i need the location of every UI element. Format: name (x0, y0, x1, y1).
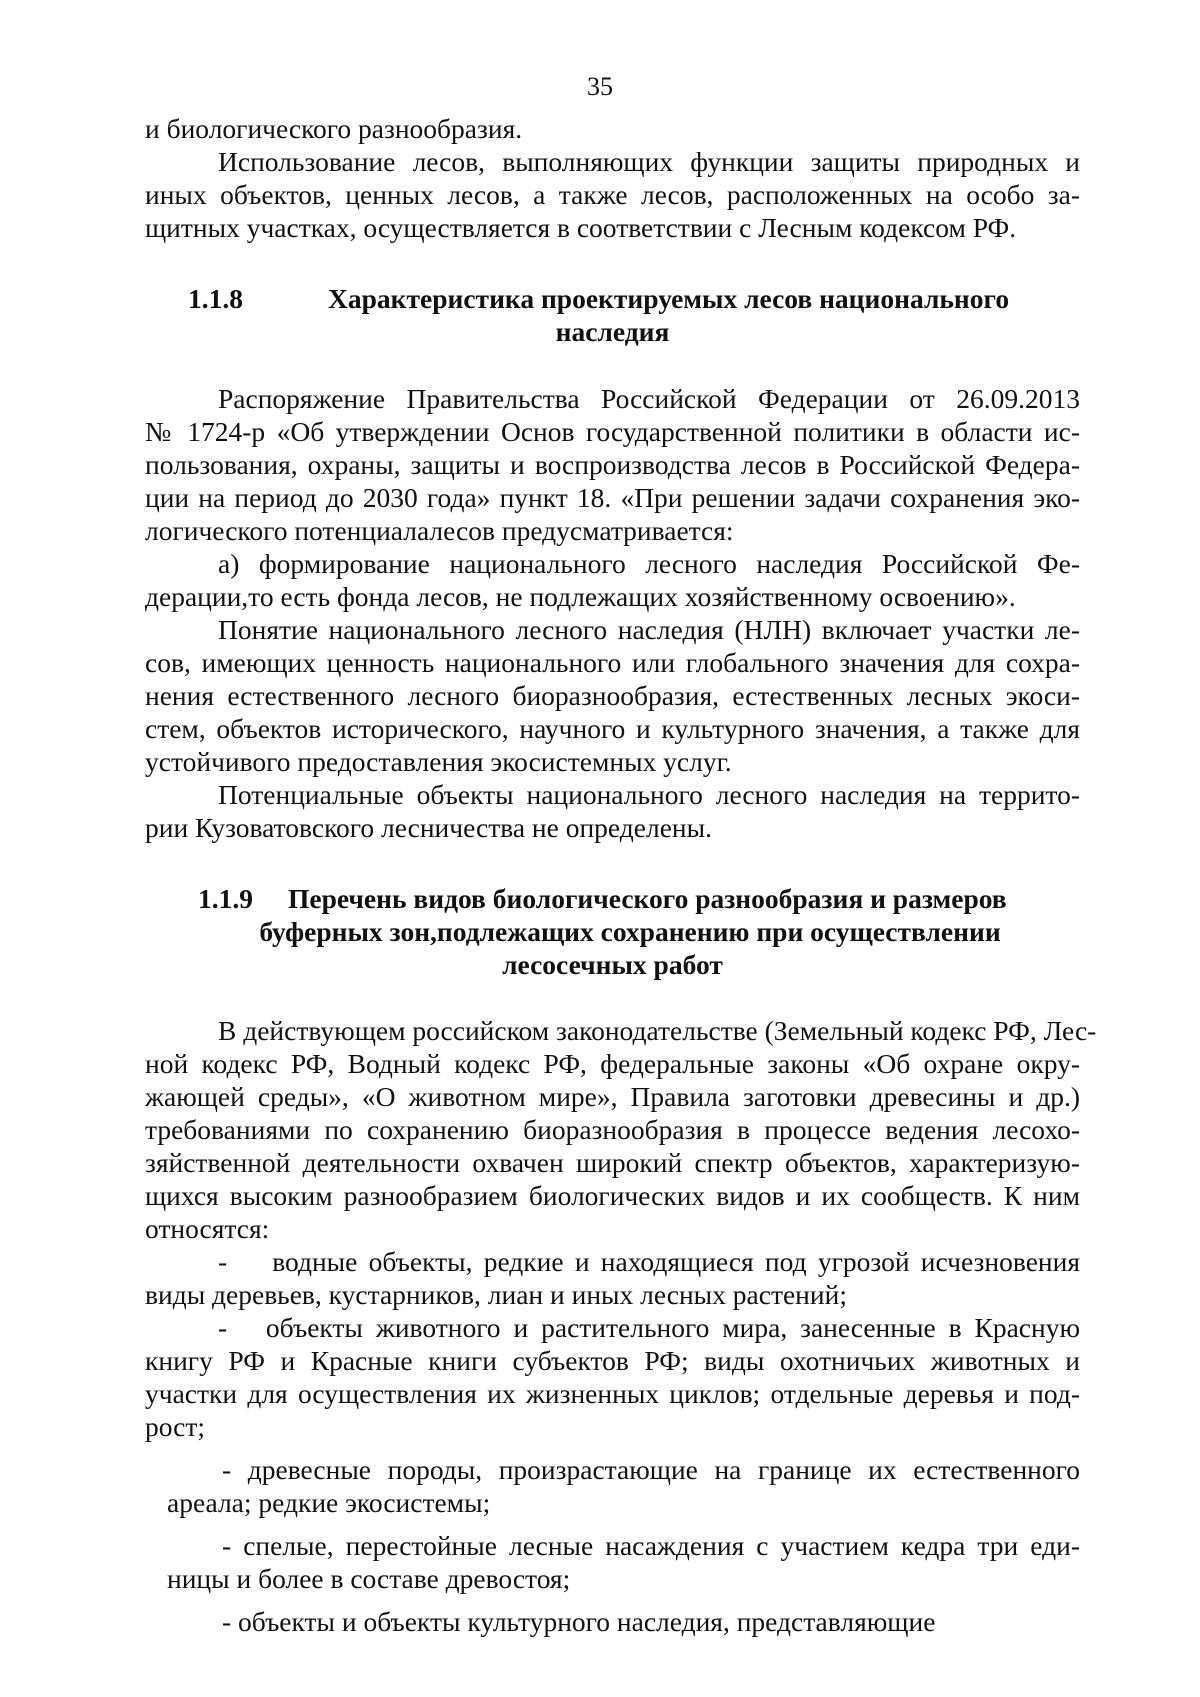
text-line: нения естественного лесного биоразнообразия, естественных лесных экоси- (145, 680, 1080, 711)
text-line: книгу РФ и Красные книги субъектов РФ; виды охотничьих животных и (145, 1345, 1080, 1376)
text-line: зяйственной деятельности охвачен широкий спектр объектов, характеризую- (145, 1147, 1080, 1178)
list-item: - объекты и объекты культурного наследия, представляющие (222, 1606, 936, 1637)
text-line: ции на период до 2030 года» пункт 18. «При решении задачи сохранения эко- (145, 482, 1080, 513)
list-item: - водные объекты, редкие и находящиеся под угрозой исчезновения (218, 1246, 1080, 1277)
list-item: - спелые, перестойные лесные насаждения с участием кедра три еди- (222, 1530, 1080, 1561)
section-number: 1.1.9 (198, 883, 253, 914)
text-line: устойчивого предоставления экосистемных услуг. (145, 746, 732, 777)
text-line: сов, имеющих ценность национального или глобального значения для сохра- (145, 647, 1080, 678)
text-line: логического потенциалалесов предусматривается: (145, 515, 734, 546)
text-line: пользования, охраны, защиты и воспроизводства лесов в Российской Федера- (145, 449, 1080, 480)
text-line: рии Кузоватовского лесничества не определены. (145, 812, 712, 843)
section-title: Характеристика проектируемых лесов национального (328, 283, 1010, 314)
text-line: жающей среды», «О животном мире», Правила заготовки древесины и др.) (145, 1081, 1080, 1112)
text-line: Использование лесов, выполняющих функции защиты природных и (218, 146, 1080, 177)
text-line: относятся: (145, 1213, 270, 1244)
section-title: наследия (555, 316, 670, 347)
text-line: а) формирование национального лесного наследия Российской Фе- (218, 548, 1080, 579)
text-line: рост; (145, 1411, 206, 1442)
text-line: стем, объектов исторического, научного и культурного значения, а также для (145, 713, 1080, 744)
list-item: - объекты животного и растительного мира, занесенные в Красную (218, 1312, 1080, 1343)
text-line: дерации,то есть фонда лесов, не подлежащих хозяйственному освоению». (145, 581, 1016, 612)
text-line: Потенциальные объекты национального лесного наследия на террито- (218, 779, 1080, 810)
text-line: ной кодекс РФ, Водный кодекс РФ, федеральные законы «Об охране окру- (145, 1048, 1080, 1079)
section-title: буферных зон,подлежащих сохранению при осуществлении (259, 916, 1001, 947)
text-line: Понятие национального лесного наследия (НЛН) включает участки ле- (218, 614, 1080, 645)
text-line: иных объектов, ценных лесов, а также лесов, расположенных на особо за- (145, 179, 1080, 210)
text-line: участки для осуществления их жизненных циклов; отдельные деревья и под- (145, 1378, 1080, 1409)
text-line: № 1724-р «Об утверждении Основ государственной политики в области ис- (145, 416, 1080, 447)
section-title: лесосечных работ (502, 949, 723, 980)
text-line: щитных участках, осуществляется в соответствии с Лесным кодексом РФ. (145, 212, 1017, 243)
text-line: щихся высоким разнообразием биологических видов и их сообществ. К ним (145, 1180, 1080, 1211)
text-line: В действующем российском законодательстве (Земельный кодекс РФ, Лес- (218, 1015, 1097, 1046)
section-number: 1.1.8 (188, 283, 243, 314)
text-line: ницы и более в составе древостоя; (167, 1563, 571, 1594)
text-line: виды деревьев, кустарников, лиан и иных лесных растений; (145, 1279, 847, 1310)
text-line: требованиями по сохранению биоразнообразия в процессе ведения лесохо- (145, 1114, 1080, 1145)
text-line: ареала; редкие экосистемы; (167, 1487, 491, 1518)
section-title: Перечень видов биологического разнообразия и размеров (288, 883, 1007, 914)
page-number: 35 (587, 72, 613, 101)
text-line: и биологического разнообразия. (145, 113, 523, 144)
list-item: - древесные породы, произрастающие на границе их естественного (222, 1454, 1080, 1485)
text-line: Распоряжение Правительства Российской Федерации от 26.09.2013 (218, 383, 1080, 414)
